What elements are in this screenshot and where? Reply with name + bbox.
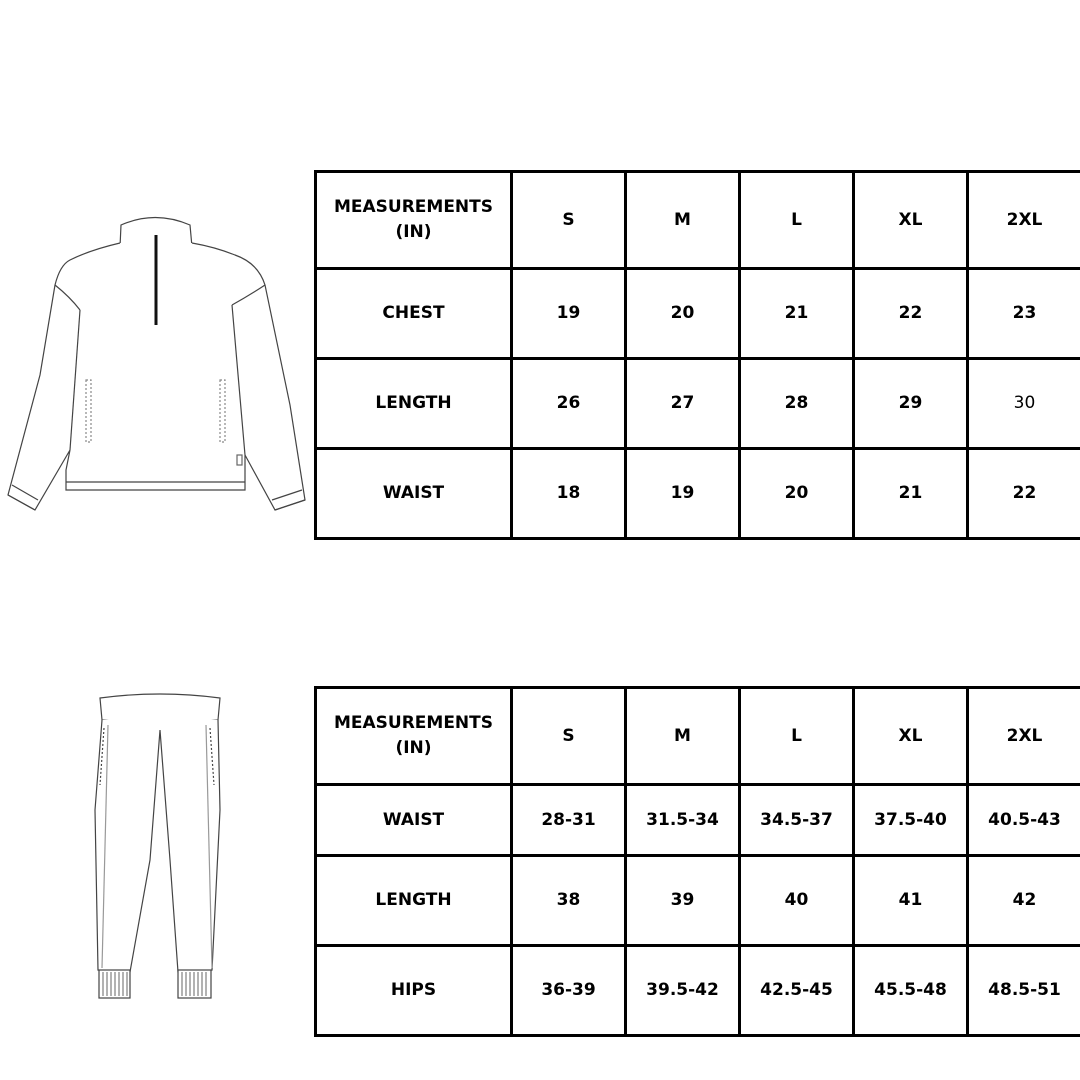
size-header-s: S <box>512 688 626 785</box>
table-row <box>316 946 1080 1036</box>
table-cell: 29 <box>854 359 968 449</box>
table-cell: 21 <box>854 449 968 539</box>
table-cell: 19 <box>626 449 740 539</box>
size-header-s: S <box>512 172 626 269</box>
size-header-m: M <box>626 688 740 785</box>
size-header-m: M <box>626 172 740 269</box>
table-cell: 22 <box>854 269 968 359</box>
table-cell: 19 <box>512 269 626 359</box>
row-label: WAIST <box>316 785 512 856</box>
table-row <box>316 359 1080 449</box>
table-cell: 28 <box>740 359 854 449</box>
table-cell: 28-31 <box>512 785 626 856</box>
table-cell: 45.5-48 <box>854 946 968 1036</box>
size-header-2xl: 2XL <box>968 688 1080 785</box>
table-row <box>316 856 1080 946</box>
size-header-xl: XL <box>854 172 968 269</box>
row-label: CHEST <box>316 269 512 359</box>
size-header-l: L <box>740 688 854 785</box>
table-cell: 22 <box>968 449 1080 539</box>
table-cell: 37.5-40 <box>854 785 968 856</box>
table-cell: 42.5-45 <box>740 946 854 1036</box>
table-row <box>316 449 1080 539</box>
table-cell: 30 <box>968 359 1080 449</box>
measurement-header: MEASUREMENTS (IN) <box>316 172 512 269</box>
size-header-l: L <box>740 172 854 269</box>
table-cell: 40 <box>740 856 854 946</box>
table-cell: 39.5-42 <box>626 946 740 1036</box>
table-cell: 20 <box>740 449 854 539</box>
measurement-header: MEASUREMENTS (IN) <box>316 688 512 785</box>
table-cell: 48.5-51 <box>968 946 1080 1036</box>
table-cell: 36-39 <box>512 946 626 1036</box>
table-header-row <box>316 172 1080 269</box>
row-label: LENGTH <box>316 856 512 946</box>
table-cell: 27 <box>626 359 740 449</box>
table-cell: 21 <box>740 269 854 359</box>
table-cell: 23 <box>968 269 1080 359</box>
top-size-chart <box>314 170 1080 540</box>
table-row <box>316 785 1080 856</box>
table-cell: 40.5-43 <box>968 785 1080 856</box>
table-cell: 42 <box>968 856 1080 946</box>
quarter-zip-pullover-icon <box>0 205 312 515</box>
table-cell: 18 <box>512 449 626 539</box>
row-label: LENGTH <box>316 359 512 449</box>
table-cell: 34.5-37 <box>740 785 854 856</box>
table-cell: 20 <box>626 269 740 359</box>
jogger-pants-icon <box>90 690 230 1015</box>
size-header-xl: XL <box>854 688 968 785</box>
table-row <box>316 269 1080 359</box>
table-cell: 38 <box>512 856 626 946</box>
table-cell: 41 <box>854 856 968 946</box>
table-header-row <box>316 688 1080 785</box>
table-cell: 39 <box>626 856 740 946</box>
bottom-size-chart <box>314 686 1080 1037</box>
row-label: WAIST <box>316 449 512 539</box>
table-cell: 26 <box>512 359 626 449</box>
row-label: HIPS <box>316 946 512 1036</box>
size-header-2xl: 2XL <box>968 172 1080 269</box>
table-cell: 31.5-34 <box>626 785 740 856</box>
